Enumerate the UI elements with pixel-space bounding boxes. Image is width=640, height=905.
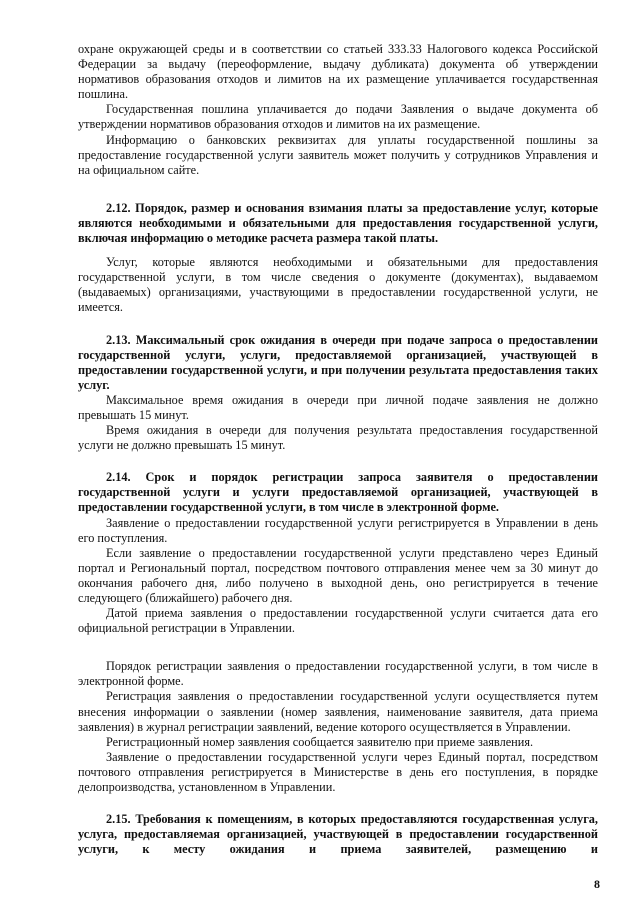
document-body [78,42,598,857]
section-heading-2-14: 2.14. Срок и порядок регистрации запроса заявителя о предоставлении государственной услуги и услуги предоставляемой организацией, участвующей в предоставлении государственной услуги, в том числе в электронной форме. [78,470,598,515]
paragraph-no-required-services: Услуг, которые являются необходимыми и обязательными для предоставления государственной услуги, в том числе сведения о документе (документах), выдаваемом (выдаваемых) организациями, участвующими в предоставлении государственной услуги, не имеется. [78,255,598,315]
paragraph-registration-next-day: Если заявление о предоставлении государственной услуги представлено через Единый портал и Региональный портал, посредством почтового отправления менее чем за 30 минут до окончания рабочего дня, либо получено в выходной день, оно регистрируется в течение следующего (ближайшего) рабочего дня. [78,545,598,605]
paragraph-fee-basis: охране окружающей среды и в соответствии со статьей 333.33 Налогового кодекса Российской Федерации за выдачу (переоформление, выдачу дубликата) документа об утверждении нормативов образования отходов и лимитов на их размещение уплачивается государственная пошлина. [78,42,598,102]
paragraph-bank-details: Информацию о банковских реквизитах для уплаты государственной пошлины за предоставление государственной услуги заявитель может получить у сотрудников Управления и на официальном сайте. [78,132,598,177]
paragraph-max-wait-result: Время ожидания в очереди для получения результата предоставления государственной услуги не должно превышать 15 минут. [78,423,598,453]
paragraph-max-wait-submission: Максимальное время ожидания в очереди при личной подаче заявления не должно превышать 15 минут. [78,392,598,422]
paragraph-registration-date: Датой приема заявления о предоставлении государственной услуги считается дата его официальной регистрации в Управлении. [78,606,598,636]
section-heading-2-12: 2.12. Порядок, размер и основания взимания платы за предоставление услуг, которые являются необходимыми и обязательными для предоставления государственной услуги, включая информацию о методике расчета размера такой платы. [78,200,598,246]
page-number: 8 [594,877,600,891]
section-heading-2-15: 2.15. Требования к помещениям, в которых предоставляются государственная услуга, услуга, предоставляемая организацией, участвующей в предоставлении государственной услуги, к месту ожидания и приема заявителей, размещению и [78,812,598,857]
paragraph-registration-number: Регистрационный номер заявления сообщается заявителю при приеме заявления. [106,734,534,749]
section-heading-2-13: 2.13. Максимальный срок ожидания в очереди при подаче запроса о предоставлении государственной услуги, услуги, предоставляемой организацией, участвующей в предоставлении государственной услуги, и при получении результата предоставления таких услуг. [78,332,598,392]
paragraph-registration-same-day: Заявление о предоставлении государственной услуги регистрируется в Управлении в день его поступления. [78,515,598,545]
paragraph-registration-journal: Регистрация заявления о предоставлении государственной услуги осуществляется путем внесения информации о заявлении (номер заявления, наименование заявителя, дата приема заявления) в журнал регистрации заявлений, ведение которого осуществляется в Управлении. [78,689,598,734]
paragraph-fee-timing: Государственная пошлина уплачивается до подачи Заявления о выдаче документа об утверждении нормативов образования отходов и лимитов на их размещение. [78,102,598,132]
paragraph-registration-procedure: Порядок регистрации заявления о предоставлении государственной услуги, в том числе в электронной форме. [78,659,598,689]
paragraph-portal-registration: Заявление о предоставлении государственной услуги через Единый портал, посредством почтового отправления регистрируется в Министерстве в день его поступления, в порядке делопроизводства, установленном в Управлении. [78,749,598,795]
